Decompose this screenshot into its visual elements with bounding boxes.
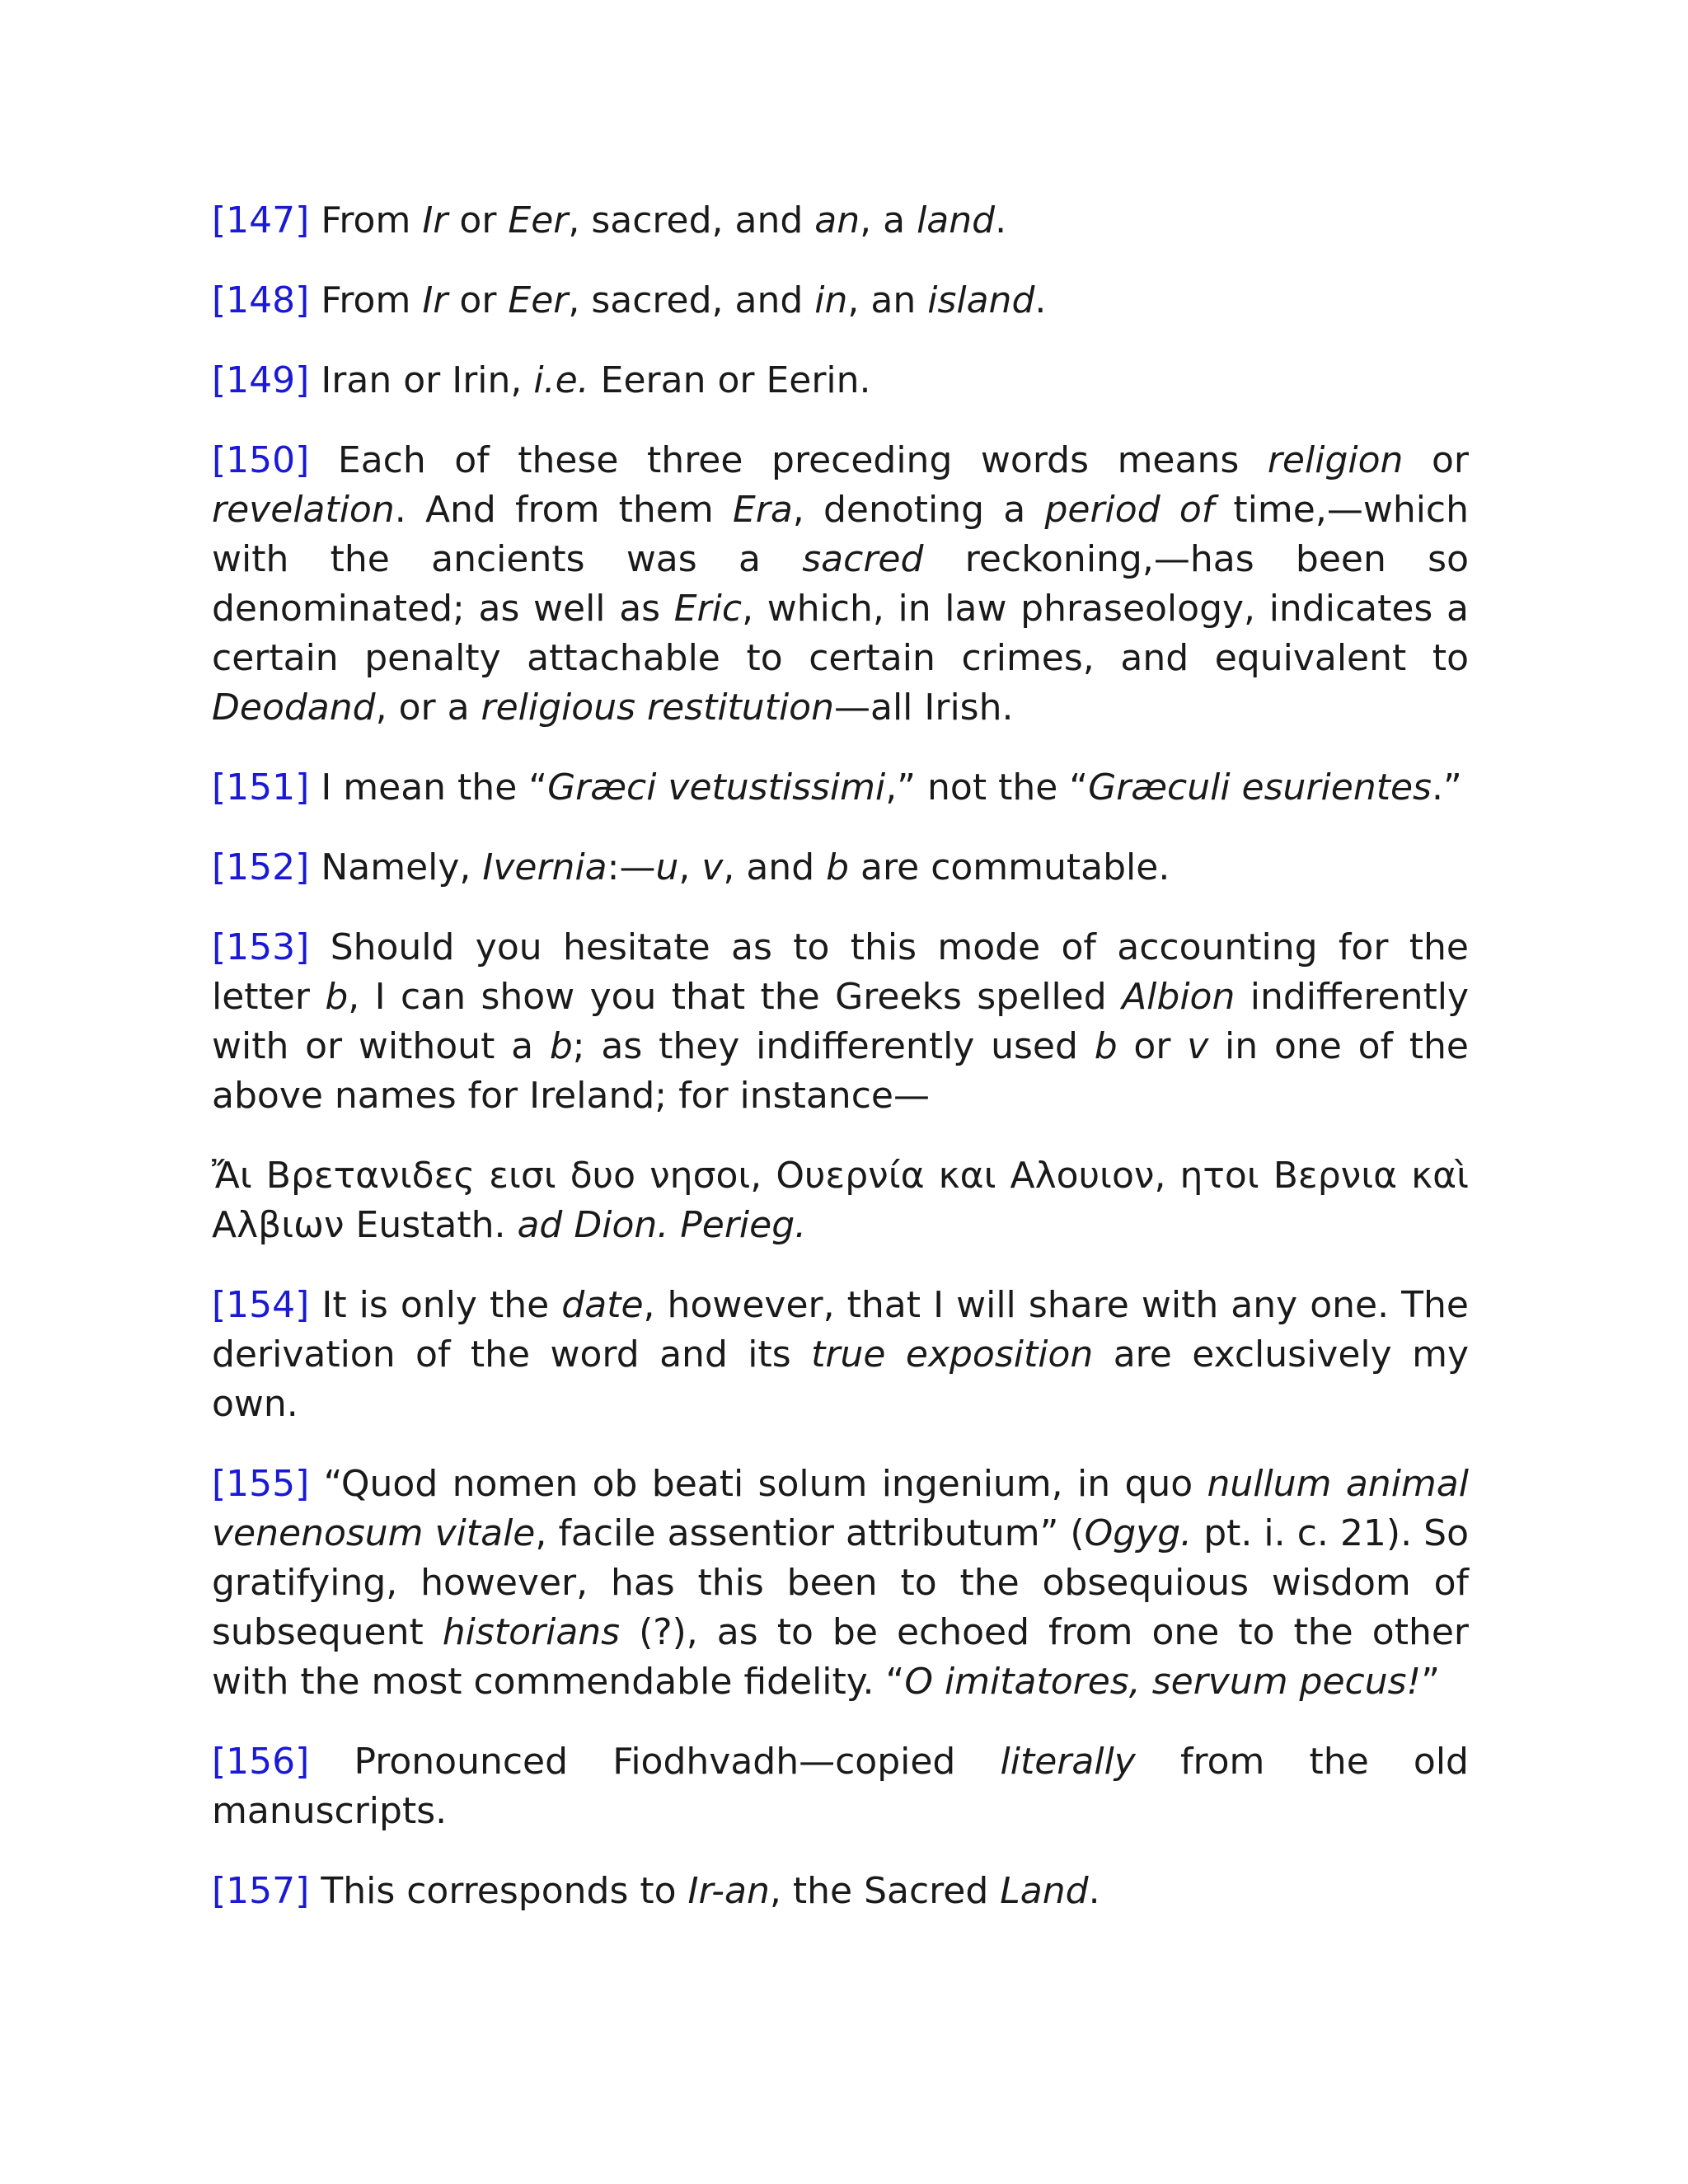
footnote-text: It is only the — [321, 1284, 562, 1326]
footnote-text: . And from them — [394, 489, 733, 531]
footnote-text: , facile assentior attributum” ( — [535, 1512, 1085, 1554]
footnote-text: Ἄι Βρετανιδες εισι δυο νησοι, Ουερνία και Αλουιον, ητοι Βερνια καὶ Αλβιων Eustath. — [212, 1155, 1469, 1246]
italic-text: island — [927, 279, 1035, 321]
footnote-text: , however, that I will share with any one. The derivation of the word and its — [212, 1284, 1469, 1376]
footnote-text: indifferently with or without a — [212, 976, 1469, 1067]
footnote-154 — [212, 1281, 1469, 1429]
italic-text: ad Dion. Perieg. — [517, 1204, 807, 1246]
footnote-text: , or a — [375, 687, 481, 729]
italic-text: v — [1187, 1025, 1209, 1067]
footnote-151 — [212, 763, 1469, 813]
italic-text: O imitatores, servum pecus! — [904, 1661, 1422, 1703]
italic-text: revelation — [212, 489, 395, 531]
footnote-ref-link[interactable]: [154] — [212, 1284, 310, 1326]
italic-text: b — [826, 846, 850, 888]
italic-text: Eer — [508, 279, 569, 321]
footnote-ref-link[interactable]: [151] — [212, 766, 310, 808]
footnote-152 — [212, 843, 1469, 893]
footnote-text: Each of these three preceding words means — [337, 439, 1268, 481]
footnote-text: Pronounced Fiodhvadh—copied — [354, 1741, 1001, 1783]
footnote-text: , sacred, and — [568, 199, 815, 241]
italic-text: Albion — [1122, 976, 1236, 1018]
italic-text: Ogyg. — [1084, 1512, 1193, 1554]
italic-text: Ir — [422, 199, 448, 241]
footnote-text: or — [1403, 439, 1469, 481]
italic-text: b — [549, 1025, 573, 1067]
footnote-text: , — [678, 846, 702, 888]
italic-text: Land — [1000, 1870, 1089, 1912]
footnote-text: This corresponds to — [321, 1870, 688, 1912]
italic-text: religion — [1267, 439, 1404, 481]
footnote-ref-link[interactable]: [150] — [212, 439, 310, 481]
italic-text: literally — [1000, 1741, 1136, 1783]
footnote-text: (?), as to be echoed from one to the other with the most commendable fidelity. “ — [212, 1611, 1469, 1703]
footnote-text: ” — [1421, 1661, 1440, 1703]
footnote-text: or — [448, 279, 509, 321]
footnote-ref-link[interactable]: [147] — [212, 199, 310, 241]
italic-text: Græci vetustissimi — [547, 766, 886, 808]
footnote-ref-link[interactable]: [149] — [212, 359, 310, 401]
italic-text: Ir-an — [687, 1870, 770, 1912]
italic-text: in — [814, 279, 848, 321]
footnote-text: . — [995, 199, 1007, 241]
footnote-text: .” — [1431, 766, 1462, 808]
italic-text: b — [325, 976, 349, 1018]
italic-text: Ivernia — [482, 846, 607, 888]
italic-text: Eer — [508, 199, 569, 241]
italic-text: Ir — [422, 279, 448, 321]
footnote-text: . — [1088, 1870, 1100, 1912]
footnote-text: —all Irish. — [833, 687, 1014, 729]
footnote-ref-link[interactable]: [153] — [212, 926, 310, 968]
italic-text: i.e. — [533, 359, 589, 401]
italic-text: Era — [732, 489, 793, 531]
footnote-147 — [212, 196, 1469, 246]
italic-text: true exposition — [811, 1333, 1094, 1376]
footnote-ref-link[interactable]: [152] — [212, 846, 310, 888]
footnote-text: are commutable. — [849, 846, 1170, 888]
footnote-text: , an — [847, 279, 928, 321]
footnote-text: from the old manuscripts. — [212, 1741, 1469, 1832]
italic-text: b — [1094, 1025, 1118, 1067]
footnote-text: are exclusively my own. — [212, 1333, 1469, 1425]
italic-text: historians — [442, 1611, 621, 1653]
footnote-text: “Quod nomen ob beati solum ingenium, in quo — [323, 1463, 1207, 1505]
footnote-155 — [212, 1460, 1469, 1707]
footnote-text: , denoting a — [792, 489, 1045, 531]
footnote-text: ; as they indifferently used — [572, 1025, 1095, 1067]
footnote-text: . — [1034, 279, 1047, 321]
footnote-text: or — [448, 199, 509, 241]
footnote-ref-link[interactable]: [155] — [212, 1463, 310, 1505]
footnote-text: :— — [607, 846, 656, 888]
footnote-ref-link[interactable]: [157] — [212, 1870, 310, 1912]
footnote-text: Eeran or Eerin. — [588, 359, 871, 401]
footnote-text: time,—which with the ancients was a — [212, 489, 1470, 580]
footnote-text: ,” not the “ — [885, 766, 1089, 808]
italic-text: period of — [1044, 489, 1215, 531]
italic-text: v — [701, 846, 724, 888]
italic-text: an — [814, 199, 860, 241]
footnote-text: or — [1117, 1025, 1188, 1067]
italic-text: Eric — [673, 588, 743, 630]
italic-text: land — [917, 199, 996, 241]
footnote-text: Should you hesitate as to this mode of accounting for the letter — [212, 926, 1469, 1018]
footnote-156 — [212, 1737, 1469, 1836]
footnote-text: I mean the “ — [321, 766, 548, 808]
footnote-157 — [212, 1867, 1469, 1916]
footnote-text: , sacred, and — [568, 279, 815, 321]
footnote-text: , and — [723, 846, 827, 888]
footnote-quotation — [212, 1151, 1469, 1250]
footnote-text: reckoning,—has been so denominated; as well as — [212, 538, 1469, 630]
footnote-text: , which, in law phraseology, indicates a certain penalty attachable to certain crimes, and equivalent to — [212, 588, 1469, 679]
footnote-150 — [212, 436, 1469, 733]
footnote-text: , a — [860, 199, 917, 241]
footnote-text: in one of the above names for Ireland; for instance— — [212, 1025, 1470, 1117]
footnote-153 — [212, 923, 1469, 1121]
footnote-ref-link[interactable]: [156] — [212, 1741, 310, 1783]
footnote-149 — [212, 356, 1469, 405]
italic-text: Græculi esurientes — [1088, 766, 1432, 808]
footnote-text: , I can show you that the Greeks spelled — [348, 976, 1123, 1018]
italic-text: religious restitution — [481, 687, 834, 729]
italic-text: Deodand — [212, 687, 376, 729]
footnote-ref-link[interactable]: [148] — [212, 279, 310, 321]
italic-text: nullum animal venenosum vitale — [212, 1463, 1469, 1554]
footnotes-page — [212, 196, 1469, 1947]
italic-text: date — [561, 1284, 644, 1326]
footnote-text: , the Sacred — [769, 1870, 1001, 1912]
italic-text: sacred — [802, 538, 924, 580]
footnote-148 — [212, 276, 1469, 326]
footnote-text: Namely, — [321, 846, 483, 888]
footnote-text: From — [321, 199, 423, 241]
italic-text: u — [655, 846, 679, 888]
footnote-text: From — [321, 279, 423, 321]
footnote-text: pt. i. c. 21). So gratifying, however, has this been to the obsequious wisdom of subsequent — [212, 1512, 1469, 1653]
footnote-text: Iran or Irin, — [321, 359, 534, 401]
